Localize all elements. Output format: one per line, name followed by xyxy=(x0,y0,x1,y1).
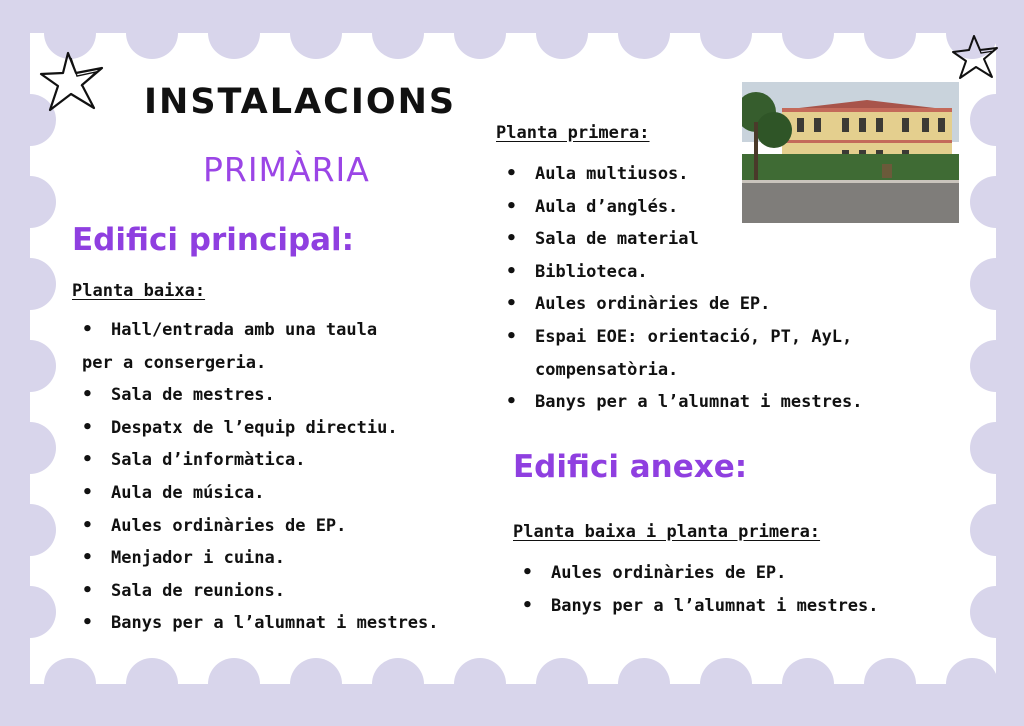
stamp-scallop xyxy=(970,504,1022,556)
stamp-scallop xyxy=(970,422,1022,474)
stamp-scallop xyxy=(536,7,588,59)
star-outline-icon xyxy=(950,32,1002,84)
star-outline-icon xyxy=(38,48,108,116)
stamp-scallop xyxy=(372,658,424,710)
stamp-scallop xyxy=(970,94,1022,146)
annex-floors-label: Planta baixa i planta primera: xyxy=(513,522,821,542)
list-item: • Sala de material xyxy=(506,223,863,256)
stamp-scallop xyxy=(536,658,588,710)
stamp-scallop xyxy=(782,7,834,59)
stamp-scallop xyxy=(970,586,1022,638)
stamp-scallop xyxy=(372,7,424,59)
list-item: • Aules ordinàries de EP. xyxy=(522,557,879,590)
main-building-heading: Edifici principal: xyxy=(72,222,355,258)
stamp-scallop xyxy=(946,658,998,710)
list-item: • Sala de mestres. xyxy=(82,379,439,412)
stamp-scallop xyxy=(970,340,1022,392)
stamp-scallop xyxy=(44,658,96,710)
stamp-scallop xyxy=(126,658,178,710)
stamp-scallop xyxy=(970,258,1022,310)
stamp-scallop xyxy=(4,422,56,474)
list-item: • Banys per a l’alumnat i mestres. xyxy=(506,386,863,419)
stamp-scallop xyxy=(618,7,670,59)
ground-floor-label: Planta baixa: xyxy=(72,281,206,301)
annex-building-heading: Edifici anexe: xyxy=(513,449,748,485)
stamp-scallop xyxy=(4,258,56,310)
list-item: • Sala d’informàtica. xyxy=(82,444,439,477)
list-item: • Aules ordinàries de EP. xyxy=(82,510,439,543)
ground-floor-list xyxy=(82,314,439,640)
school-building-photo xyxy=(742,82,959,223)
stamp-scallop xyxy=(864,7,916,59)
stamp-scallop xyxy=(126,7,178,59)
list-item: • Sala de reunions. xyxy=(82,575,439,608)
stamp-scallop xyxy=(290,7,342,59)
stamp-scallop xyxy=(290,658,342,710)
list-item: • Aules ordinàries de EP. xyxy=(506,288,863,321)
list-item: • Menjador i cuina. xyxy=(82,542,439,575)
stamp-scallop xyxy=(4,504,56,556)
stamp-scallop xyxy=(782,658,834,710)
stamp-scallop xyxy=(454,658,506,710)
list-item: • Hall/entrada amb una taula xyxy=(82,314,439,347)
list-item: • Aula multiusos. xyxy=(506,158,863,191)
list-item: per a consergeria. xyxy=(82,352,267,373)
stamp-scallop xyxy=(454,7,506,59)
stamp-scallop xyxy=(700,7,752,59)
list-item: • Espai EOE: orientació, PT, AyL, xyxy=(506,321,863,354)
stamp-scallop xyxy=(4,340,56,392)
list-item: • Despatx de l’equip directiu. xyxy=(82,412,439,445)
stamp-scallop xyxy=(208,7,260,59)
page-title: INSTALACIONS xyxy=(144,82,457,122)
stamp-scallop xyxy=(4,586,56,638)
list-item: • Banys per a l’alumnat i mestres. xyxy=(82,607,439,640)
list-item: • Aula de música. xyxy=(82,477,439,510)
stamp-scallop xyxy=(700,658,752,710)
stamp-scallop xyxy=(618,658,670,710)
page-subtitle: PRIMÀRIA xyxy=(203,150,370,189)
annex-floors-list xyxy=(522,557,879,622)
stamp-scallop xyxy=(970,176,1022,228)
list-item: • Aula d’anglés. xyxy=(506,191,863,224)
stamp-scallop xyxy=(4,176,56,228)
first-floor-label: Planta primera: xyxy=(496,123,650,143)
stamp-scallop xyxy=(208,658,260,710)
list-item: • Banys per a l’alumnat i mestres. xyxy=(522,590,879,623)
stamp-scallop xyxy=(864,658,916,710)
list-item: compensatòria. xyxy=(535,359,679,380)
list-item: • Biblioteca. xyxy=(506,256,863,289)
